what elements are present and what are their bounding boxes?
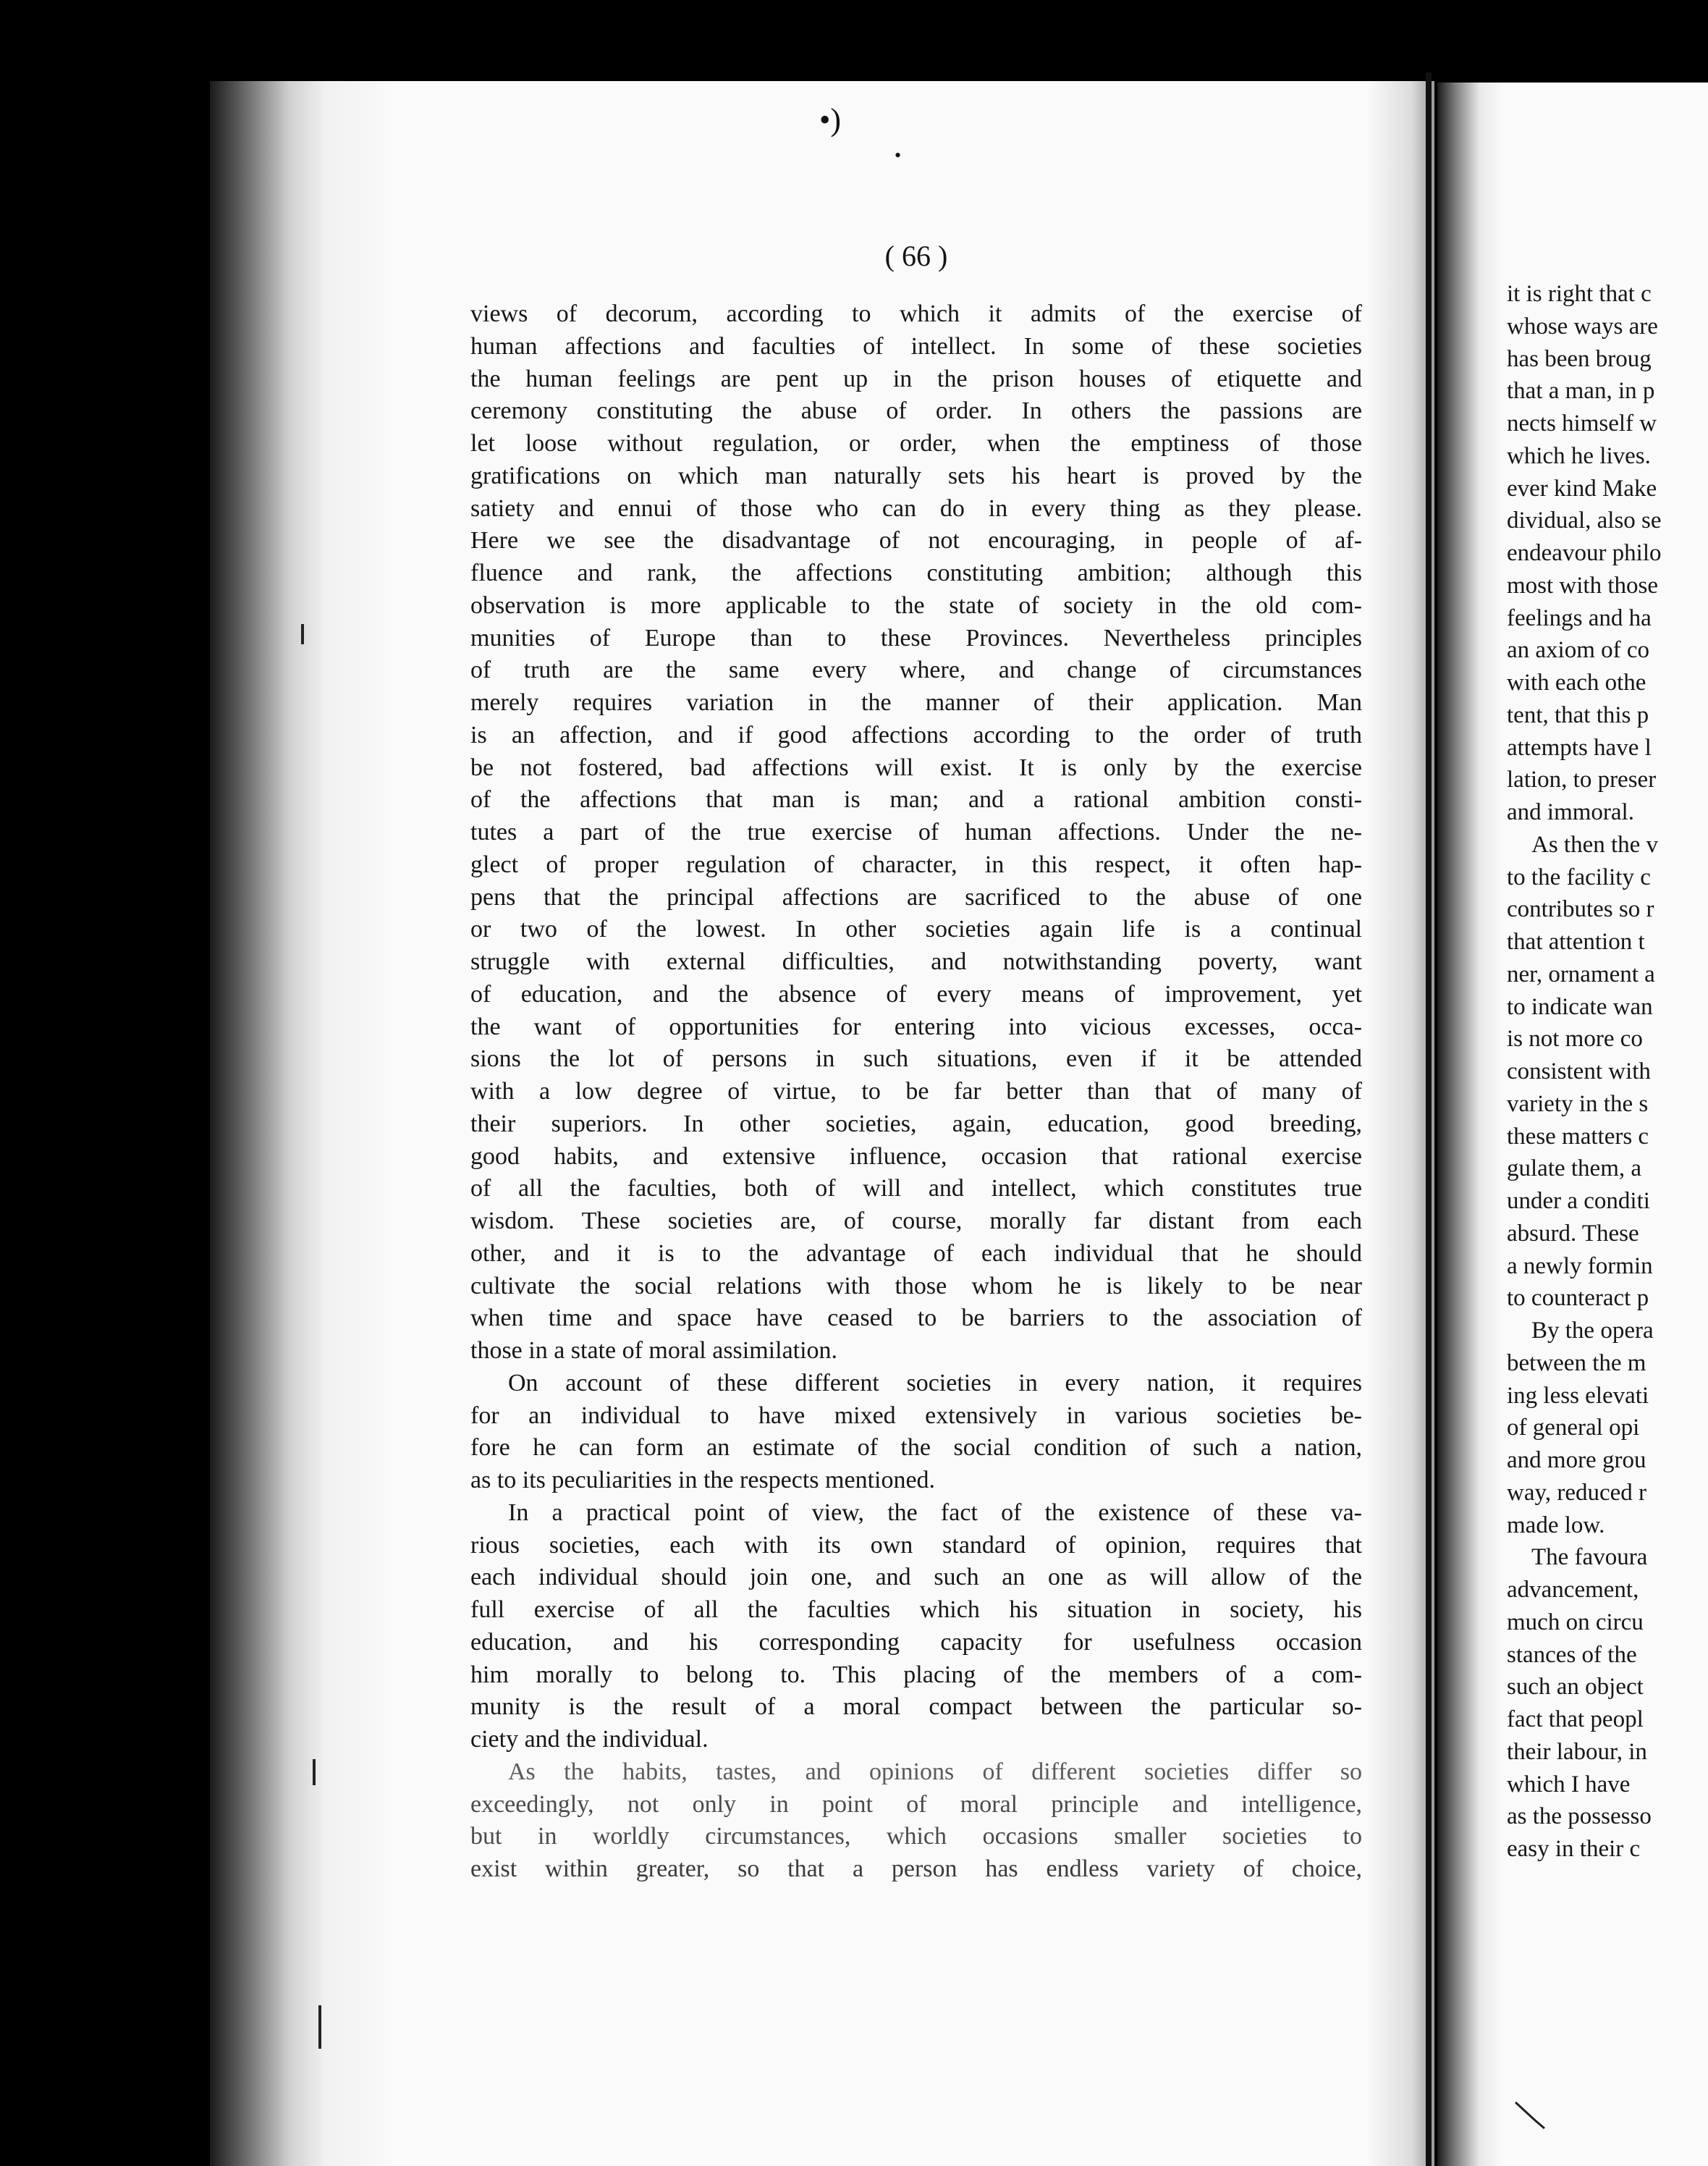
- facing-text-line: whose ways are: [1507, 313, 1658, 340]
- text-line: of truth are the same every where, and change of circumstances: [470, 657, 1362, 684]
- text-line: of all the faculties, both of will and intellect, which constitutes true: [470, 1175, 1362, 1202]
- facing-text-line: of general opi: [1507, 1415, 1640, 1441]
- facing-text-line: a newly formin: [1507, 1252, 1653, 1279]
- text-line: munities of Europe than to these Provinces. Nevertheless principles: [470, 624, 1362, 652]
- facing-text-line: gulate them, a: [1507, 1155, 1642, 1182]
- text-line: be not fostered, bad affections will exist. It is only by the exercise: [470, 754, 1362, 781]
- facing-text-line: and more grou: [1507, 1447, 1646, 1473]
- text-line: munity is the result of a moral compact between the particular so-: [470, 1693, 1362, 1721]
- text-line: satiety and ennui of those who can do in every thing as they please.: [470, 494, 1362, 522]
- facing-text-line: which I have: [1507, 1771, 1631, 1798]
- facing-text-line: attempts have l: [1507, 734, 1652, 761]
- facing-page-text: [1507, 278, 1708, 1866]
- text-line: observation is more applicable to the state of society in the old com-: [470, 591, 1362, 619]
- facing-text-line: under a conditi: [1507, 1188, 1650, 1214]
- facing-text-line: that a man, in p: [1507, 378, 1655, 405]
- facing-text-line: to indicate wan: [1507, 993, 1653, 1020]
- text-line: or two of the lowest. In other societies again life is a continual: [470, 916, 1362, 943]
- text-line: let loose without regulation, or order, when the emptiness of those: [470, 430, 1362, 457]
- facing-text-line: these matters c: [1507, 1123, 1649, 1150]
- facing-text-line: As then the v: [1531, 831, 1659, 858]
- facing-text-line: to counteract p: [1507, 1285, 1649, 1312]
- text-line: merely requires variation in the manner of their application. Man: [470, 689, 1362, 716]
- facing-text-line: an axiom of co: [1507, 637, 1650, 664]
- facing-text-line: between the m: [1507, 1349, 1646, 1376]
- facing-text-line: that attention t: [1507, 929, 1645, 955]
- facing-text-line: stances of the: [1507, 1641, 1637, 1668]
- text-line: full exercise of all the faculties which his situation in society, his: [470, 1596, 1362, 1623]
- facing-text-line: ever kind Make: [1507, 475, 1657, 502]
- facing-text-line: By the opera: [1531, 1318, 1654, 1344]
- facing-text-line: ner, ornament a: [1507, 961, 1655, 987]
- facing-text-line: consistent with: [1507, 1058, 1651, 1084]
- book-spine: [1426, 72, 1432, 2166]
- text-line: pens that the principal affections are sacrificed to the abuse of one: [470, 883, 1362, 911]
- page-number: ( 66 ): [884, 240, 948, 272]
- text-line: sions the lot of persons in such situations, even if it be attended: [470, 1045, 1362, 1073]
- facing-text-line: nects himself w: [1507, 410, 1657, 437]
- text-line: but in worldly circumstances, which occasions smaller societies to: [470, 1823, 1362, 1850]
- facing-text-line: such an object: [1507, 1674, 1644, 1701]
- text-line: with a low degree of virtue, to be far better than that of many of: [470, 1078, 1362, 1105]
- header-dot: •: [895, 145, 902, 166]
- text-line: the want of opportunities for entering into vicious excesses, occa-: [470, 1013, 1362, 1040]
- text-line: glect of proper regulation of character, in this respect, it often hap-: [470, 851, 1362, 878]
- facing-text-line: ing less elevati: [1507, 1382, 1649, 1409]
- facing-text-line: easy in their c: [1507, 1836, 1641, 1862]
- text-line: is an affection, and if good affections according to the order of truth: [470, 721, 1362, 749]
- text-line: good habits, and extensive influence, occasion that rational exercise: [470, 1142, 1362, 1170]
- facing-text-line: which he lives.: [1507, 442, 1651, 469]
- facing-text-line: way, reduced r: [1507, 1479, 1647, 1506]
- text-line: Here we see the disadvantage of not encouraging, in people of af-: [470, 527, 1362, 555]
- text-line: when time and space have ceased to be barriers to the association of: [470, 1305, 1362, 1332]
- facing-text-line: and immoral.: [1507, 799, 1634, 825]
- text-line: fore he can form an estimate of the social condition of such a nation,: [470, 1434, 1362, 1462]
- text-line: of the affections that man is man; and a rational ambition consti-: [470, 786, 1362, 814]
- facing-text-line: endeavour philo: [1507, 540, 1662, 566]
- text-line: wisdom. These societies are, of course, morally far distant from each: [470, 1208, 1362, 1234]
- facing-text-line: feelings and ha: [1507, 604, 1652, 631]
- margin-mark: [313, 1759, 316, 1785]
- text-line: In a practical point of view, the fact of the existence of these va-: [508, 1499, 1362, 1526]
- text-line: As the habits, tastes, and opinions of different societies differ so: [508, 1758, 1362, 1785]
- text-line: each individual should join one, and such an one as will allow of the: [470, 1564, 1362, 1591]
- text-line: ciety and the individual.: [470, 1726, 709, 1753]
- header-mark: •): [819, 102, 842, 138]
- text-line: for an individual to have mixed extensively in various societies be-: [470, 1402, 1362, 1429]
- page-body-text: [470, 298, 1362, 1886]
- text-line: tutes a part of the true exercise of human affections. Under the ne-: [470, 819, 1362, 846]
- text-line: gratifications on which man naturally sets his heart is proved by the: [470, 462, 1362, 489]
- text-line: the human feelings are pent up in the prison houses of etiquette and: [470, 365, 1362, 392]
- text-line: On account of these different societies in every nation, it requires: [508, 1369, 1362, 1396]
- facing-text-line: as the possesso: [1507, 1803, 1652, 1830]
- text-line: exceedingly, not only in point of moral principle and intelligence,: [470, 1790, 1362, 1818]
- facing-text-line: with each othe: [1507, 670, 1646, 696]
- facing-text-line: absurd. These: [1507, 1220, 1639, 1247]
- facing-text-line: variety in the s: [1507, 1090, 1649, 1117]
- text-line: struggle with external difficulties, and notwithstanding poverty, want: [470, 948, 1362, 975]
- text-line: education, and his corresponding capacity for usefulness occasion: [470, 1628, 1362, 1656]
- facing-text-line: most with those: [1507, 572, 1659, 599]
- facing-text-line: to the facility c: [1507, 864, 1651, 890]
- text-line: exist within greater, so that a person has endless variety of choice,: [470, 1855, 1362, 1882]
- text-line: rious societies, each with its own standard of opinion, requires that: [470, 1531, 1362, 1559]
- facing-text-line: The favoura: [1531, 1544, 1648, 1571]
- facing-text-line: is not more co: [1507, 1026, 1643, 1053]
- facing-text-line: lation, to preser: [1507, 767, 1657, 793]
- text-line: cultivate the social relations with those whom he is likely to be near: [470, 1272, 1362, 1299]
- text-line: human affections and faculties of intellect. In some of these societies: [470, 332, 1362, 360]
- margin-mark: [301, 624, 304, 644]
- text-line: fluence and rank, the affections constituting ambition; although this: [470, 560, 1362, 586]
- text-line: as to its peculiarities in the respects mentioned.: [470, 1467, 936, 1493]
- facing-text-line: fact that peopl: [1507, 1706, 1644, 1732]
- text-line: views of decorum, according to which it admits of the exercise of: [470, 300, 1362, 327]
- text-line: other, and it is to the advantage of each individual that he should: [470, 1239, 1362, 1267]
- facing-text-line: their labour, in: [1507, 1738, 1647, 1765]
- text-line: their superiors. In other societies, again, education, good breeding,: [470, 1110, 1362, 1137]
- text-line: those in a state of moral assimilation.: [470, 1337, 838, 1364]
- facing-text-line: dividual, also se: [1507, 507, 1662, 534]
- facing-text-line: made low.: [1507, 1512, 1605, 1538]
- margin-mark: [318, 2005, 321, 2049]
- facing-text-line: has been broug: [1507, 345, 1652, 372]
- facing-text-line: advancement,: [1507, 1577, 1639, 1603]
- text-line: ceremony constituting the abuse of order. In others the passions are: [470, 397, 1362, 425]
- facing-text-line: contributes so r: [1507, 896, 1654, 923]
- corner-mark: [1513, 2099, 1556, 2136]
- facing-text-line: much on circu: [1507, 1609, 1644, 1635]
- text-line: of education, and the absence of every means of improvement, yet: [470, 980, 1362, 1008]
- text-line: him morally to belong to. This placing of the members of a com-: [470, 1661, 1362, 1688]
- facing-text-line: it is right that c: [1507, 281, 1652, 307]
- facing-text-line: tent, that this p: [1507, 701, 1649, 728]
